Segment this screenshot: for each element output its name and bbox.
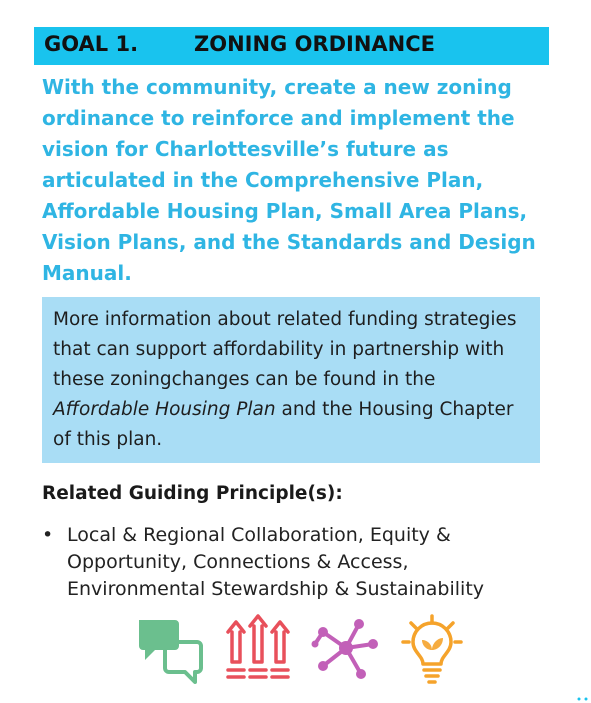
lightbulb-leaf-icon [397, 614, 467, 686]
speech-bubbles-icon [135, 614, 205, 686]
principle-item [42, 522, 542, 603]
info-text-end: and the Housing Chapter of this plan. [53, 399, 514, 450]
info-box [42, 297, 540, 463]
arrows-up-icon [223, 614, 293, 686]
goal-title: ZONING ORDINANCE [194, 32, 436, 56]
corner-dots-decoration [577, 697, 589, 701]
network-nodes-icon [311, 614, 381, 686]
affordable-housing-plan-title: Affordable Housing Plan [53, 399, 276, 420]
principles-list [42, 522, 542, 603]
principle-text: Local & Regional Collaboration, Equity & Opportunity, Connections & Access, Environmental Stewardship & Sustainability [67, 524, 485, 600]
principles-heading: Related Guiding Principle(s): [42, 483, 343, 504]
info-text-start: More information about related funding strategies that can support affordability in partnership with these zoningchanges can be found in the [53, 309, 517, 390]
guiding-principle-icons [135, 614, 455, 689]
goal-banner [34, 27, 549, 65]
goal-number: GOAL 1. [44, 32, 139, 56]
bullet-icon: • [42, 524, 54, 546]
goal-statement: With the community, create a new zoning ordinance to reinforce and implement the vision for Charlottesville’s future as articulated in the Comprehensive Plan, Affordable Housing Plan, Small Area Plans, Vision Plans, and the Standards and Design Manual. [42, 75, 536, 285]
